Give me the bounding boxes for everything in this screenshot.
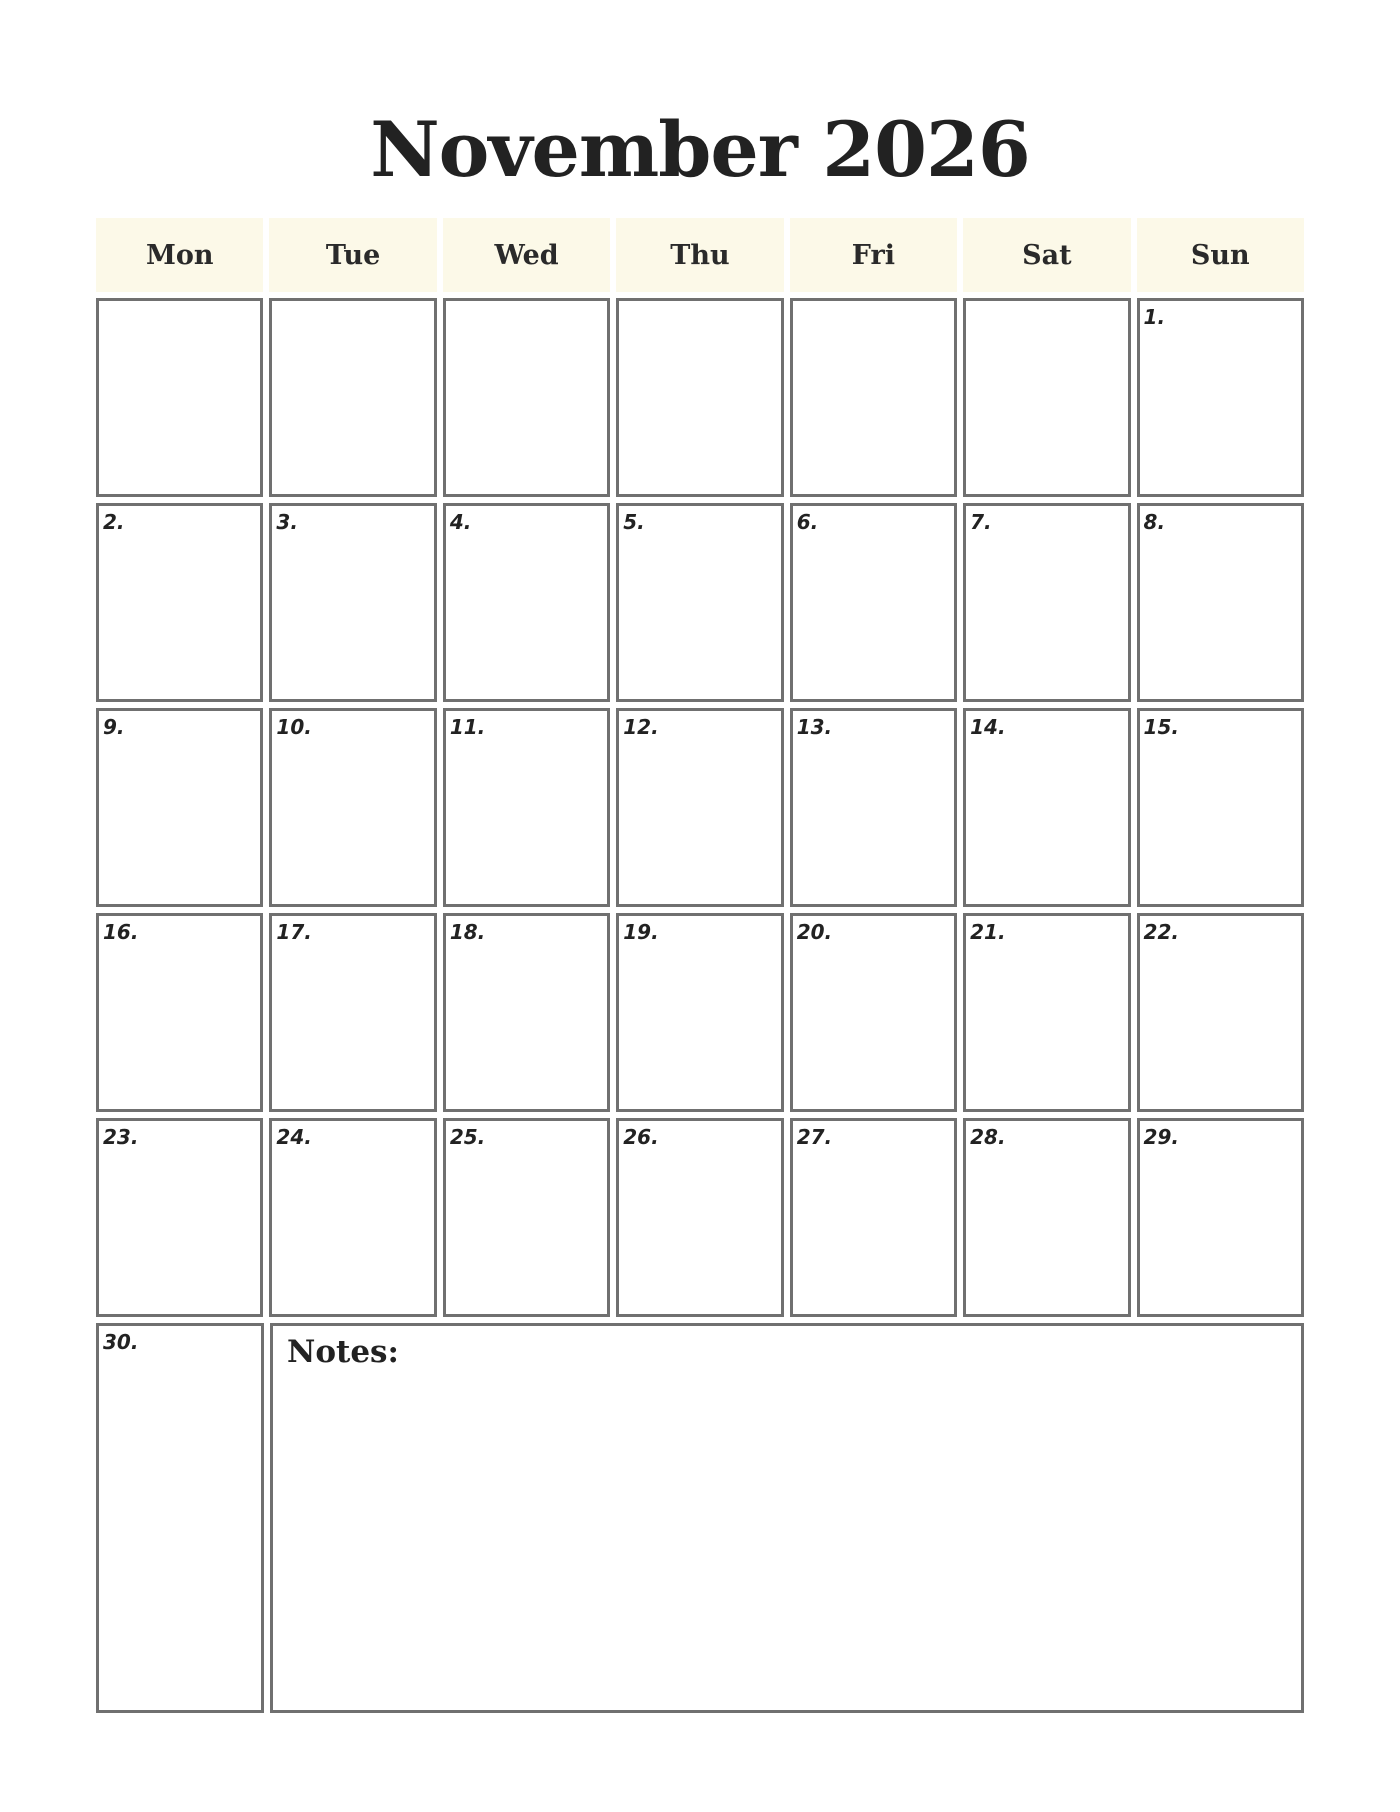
- day-cell[interactable]: [443, 1118, 610, 1317]
- day-number: 23.: [103, 1125, 139, 1149]
- day-cell[interactable]: [616, 298, 783, 497]
- day-cell[interactable]: [616, 1118, 783, 1317]
- weekday-header-row: [96, 218, 1304, 292]
- day-cell[interactable]: [443, 503, 610, 702]
- day-number: 25.: [449, 1125, 486, 1149]
- day-number: 7.: [970, 510, 992, 534]
- day-cell[interactable]: [1137, 503, 1304, 702]
- notes-box[interactable]: [270, 1323, 1304, 1713]
- weeks-container: [96, 298, 1304, 1713]
- day-number: 28.: [970, 1125, 1006, 1149]
- day-number: 15.: [1143, 715, 1179, 739]
- day-number: 29.: [1143, 1125, 1179, 1149]
- week-row: [96, 1118, 1304, 1317]
- day-number: 16.: [103, 920, 139, 944]
- day-number: 10.: [276, 715, 312, 739]
- day-cell[interactable]: [1137, 913, 1304, 1112]
- day-number: 6.: [796, 510, 819, 534]
- day-cell[interactable]: [790, 913, 957, 1112]
- weekday-header-mon: Mon: [96, 218, 263, 292]
- day-number: 19.: [623, 920, 659, 944]
- day-number: 17.: [276, 920, 312, 944]
- day-cell[interactable]: [790, 708, 957, 907]
- day-cell[interactable]: [269, 1118, 436, 1317]
- day-cell[interactable]: [443, 708, 610, 907]
- day-cell[interactable]: [963, 913, 1130, 1112]
- notes-label: Notes:: [287, 1334, 399, 1370]
- week-row: [96, 503, 1304, 702]
- day-cell[interactable]: [443, 913, 610, 1112]
- day-cell[interactable]: [269, 298, 436, 497]
- day-cell[interactable]: [96, 503, 263, 702]
- day-cell[interactable]: [963, 1118, 1130, 1317]
- weekday-header-thu: Thu: [616, 218, 783, 292]
- weekday-header-sun: Sun: [1137, 218, 1304, 292]
- day-cell[interactable]: [269, 503, 436, 702]
- day-number: 8.: [1143, 510, 1166, 534]
- day-number: 21.: [970, 920, 1006, 944]
- day-number: 13.: [796, 715, 833, 739]
- weekday-header-sat: Sat: [963, 218, 1130, 292]
- day-number: 18.: [449, 920, 486, 944]
- day-number: 30.: [103, 1330, 139, 1354]
- day-cell[interactable]: [616, 913, 783, 1112]
- day-cell[interactable]: [96, 1118, 263, 1317]
- week-row: [96, 708, 1304, 907]
- week-row: [96, 298, 1304, 497]
- day-cell[interactable]: [963, 298, 1130, 497]
- day-number: 2.: [103, 510, 125, 534]
- day-cell-30[interactable]: [96, 1323, 264, 1713]
- day-cell[interactable]: [96, 298, 263, 497]
- calendar-title: November 2026: [370, 105, 1030, 194]
- weekday-header-tue: Tue: [269, 218, 436, 292]
- day-cell[interactable]: [269, 913, 436, 1112]
- day-cell[interactable]: [96, 708, 263, 907]
- day-cell[interactable]: [790, 1118, 957, 1317]
- day-cell[interactable]: [1137, 1118, 1304, 1317]
- day-cell[interactable]: [1137, 708, 1304, 907]
- day-number: 1.: [1143, 305, 1166, 329]
- day-number: 9.: [103, 715, 125, 739]
- day-cell[interactable]: [790, 298, 957, 497]
- weekday-header-wed: Wed: [443, 218, 610, 292]
- day-cell[interactable]: [1137, 298, 1304, 497]
- day-number: 3.: [276, 510, 298, 534]
- day-number: 22.: [1143, 920, 1179, 944]
- day-cell[interactable]: [616, 708, 783, 907]
- week-row: [96, 913, 1304, 1112]
- day-cell[interactable]: [96, 913, 263, 1112]
- day-number: 12.: [623, 715, 659, 739]
- day-number: 14.: [970, 715, 1006, 739]
- day-number: 20.: [796, 920, 833, 944]
- day-cell[interactable]: [616, 503, 783, 702]
- day-number: 26.: [623, 1125, 659, 1149]
- day-number: 27.: [796, 1125, 833, 1149]
- day-cell[interactable]: [269, 708, 436, 907]
- day-number: 24.: [276, 1125, 312, 1149]
- day-cell[interactable]: [963, 708, 1130, 907]
- day-cell[interactable]: [443, 298, 610, 497]
- day-cell[interactable]: [963, 503, 1130, 702]
- day-number: 11.: [449, 715, 486, 739]
- day-cell[interactable]: [790, 503, 957, 702]
- weekday-header-fri: Fri: [790, 218, 957, 292]
- day-number: 5.: [623, 510, 645, 534]
- last-week-row: [96, 1323, 1304, 1713]
- calendar-grid: [96, 218, 1304, 1713]
- day-number: 4.: [449, 510, 472, 534]
